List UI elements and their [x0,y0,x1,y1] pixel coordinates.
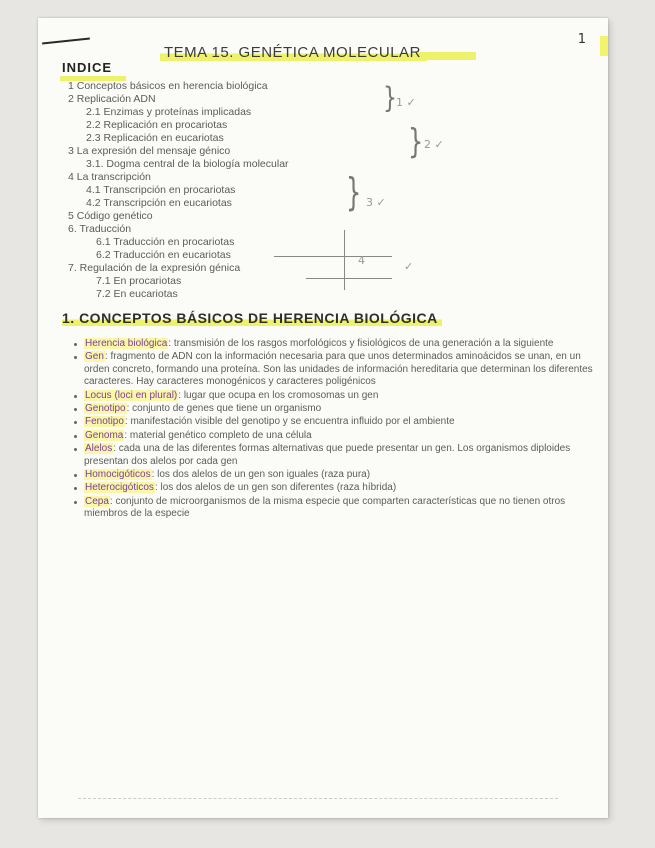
index-heading: INDICE [62,60,113,75]
brace-mark: } [383,82,397,115]
toc-item: 3 La expresión del mensaje génico [68,145,231,157]
toc-item: 7.2 En eucariotas [96,288,178,300]
toc-item: 4.2 Transcripción en eucariotas [86,197,232,209]
margin-note: 3 ✓ [366,196,386,209]
pen-line [306,278,392,279]
definition-term: Fenotipo [85,416,124,428]
toc-item: 4 La transcripción [68,171,151,183]
bullet [74,474,77,477]
toc-item: 6.1 Traducción en procariotas [96,236,235,248]
definition-item [74,403,594,415]
toc-item: 5 Código genético [68,210,153,222]
toc-item: 2.3 Replicación en eucariotas [86,132,224,144]
definitions-list [74,338,594,522]
notebook-page [38,18,608,818]
definition-term: Heterocigóticos [85,482,154,494]
definition-text: : fragmento de ADN con la información necesaria para que unos determinados aminoácidos se unan, en un orden concreto, formando una proteína. Son las unidades de información hereditaria que determinan los diferentes caracteres. Hay caracteres monogénicos y caracteres poligénicos [84,351,593,388]
definition-item [74,482,594,494]
bullet [74,501,77,504]
definition-term: Genotipo [85,403,126,415]
definition-text: : material genético completo de una célula [124,429,312,441]
definition-term: Cepa [85,495,109,507]
toc-item: 6. Traducción [68,223,132,235]
bullet [74,487,77,490]
margin-note: 4 [358,254,365,267]
pen-stroke [42,37,90,44]
margin-note: 2 ✓ [424,138,444,151]
definition-text: : los dos alelos de un gen son diferentes (raza híbrida) [154,482,397,494]
bullet [74,356,77,359]
definition-term: Homocigóticos [85,469,151,481]
definition-item [74,390,594,402]
definition-term: Gen [85,351,104,363]
toc-item: 2 Replicación ADN [68,93,156,105]
definition-text: : manifestación visible del genotipo y se encuentra influido por el ambiente [124,416,455,428]
definition-text: : los dos alelos de un gen son iguales (raza pura) [151,469,371,481]
definition-text: : cada una de las diferentes formas alternativas que puede presentar un gen. Los organismos diploides presentan dos alelos por cada gen [84,443,571,467]
definition-item [74,338,594,350]
definition-text: : conjunto de microorganismos de la misma especie que comparten características que no tienen otros miembros de la especie [84,495,566,520]
bullet [74,435,77,438]
definition-term: Alelos [85,443,113,455]
toc-item: 4.1 Transcripción en procariotas [86,184,236,196]
toc-item: 1 Conceptos básicos en herencia biológica [68,80,268,92]
pen-line [344,230,345,290]
margin-note: ✓ [404,260,414,273]
bullet [74,395,77,398]
definition-item [74,443,594,468]
margin-note: 1 ✓ [396,96,416,109]
definition-text: : transmisión de los rasgos morfológicos y fisiológicos de una generación a la siguiente [168,338,554,349]
toc-item: 7. Regulación de la expresión génica [68,262,241,274]
definition-item [74,469,594,481]
brace-mark: } [346,169,362,215]
toc-item: 3.1. Dogma central de la biología molecular [86,158,289,170]
toc-item: 2.2 Replicación en procariotas [86,119,228,131]
toc-item: 7.1 En procariotas [96,275,182,287]
definition-term: Genoma [85,429,124,441]
toc-item: 6.2 Traducción en eucariotas [96,249,231,261]
highlighter-mark [600,36,608,56]
toc-item: 2.1 Enzimas y proteínas implicadas [86,106,252,118]
brace-mark: } [408,122,424,162]
table-of-contents [68,80,289,301]
definition-item [74,430,594,442]
bullet [74,408,77,411]
definition-item [74,416,594,428]
page-bottom-rule [78,798,558,800]
bullet [74,421,77,424]
definition-item [74,351,594,388]
page-number: 1 [577,32,586,47]
definition-text: : lugar que ocupa en los cromosomas un gen [178,389,379,401]
pen-line [274,256,392,257]
definition-text: : conjunto de genes que tiene un organismo [126,403,322,415]
definition-term: Locus (loci en plural) [85,389,178,401]
section-heading: 1. CONCEPTOS BÁSICOS DE HERENCIA BIOLÓGICA [62,310,442,326]
bullet [74,448,77,451]
page-title: TEMA 15. GENÉTICA MOLECULAR [160,44,427,61]
definition-term: Herencia biológica [85,338,168,349]
definition-item [74,496,594,521]
bullet [74,343,77,346]
